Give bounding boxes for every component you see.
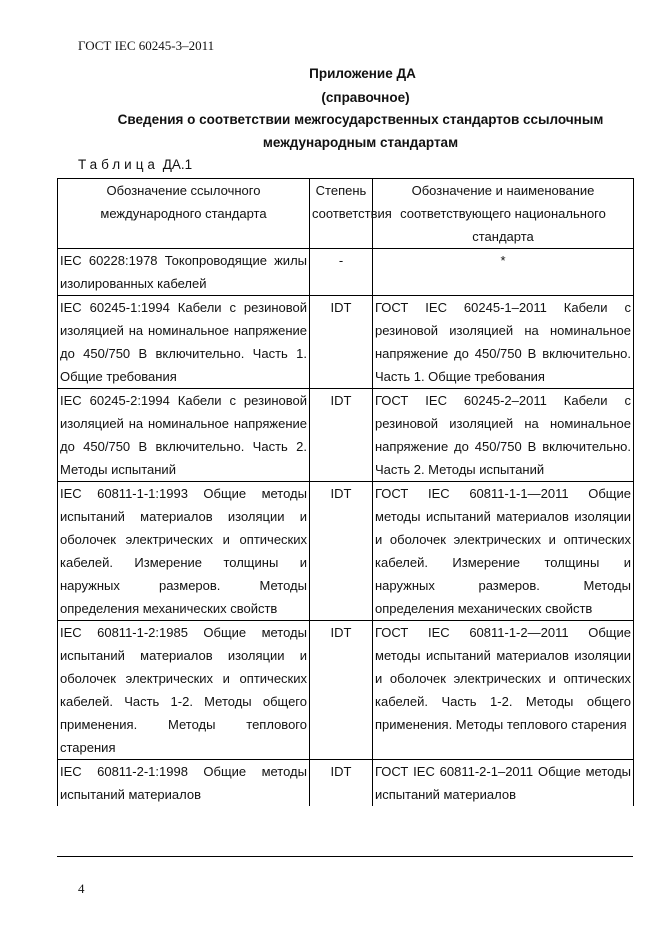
table-caption-prefix: Таблица [78, 157, 159, 172]
table-row [58, 621, 634, 760]
degree-cell: IDT [310, 389, 373, 482]
degree-cell: IDT [310, 760, 373, 807]
international-standard-cell: IEC 60228:1978 Токопроводящие жилы изолированных кабелей [58, 249, 310, 296]
appendix-title: Приложение ДА [309, 66, 416, 81]
appendix-heading-line-2: международным стандартам [262, 135, 459, 150]
national-standard-cell: ГОСТ IEC 60245-1–2011 Кабели с резиновой изоляцией на номинальное напряжение до 450/750 В включительно. Часть 1. Общие требования [373, 296, 634, 389]
degree-cell: IDT [310, 621, 373, 760]
international-standard-cell: IEC 60245-1:1994 Кабели с резиновой изоляцией на номинальное напряжение до 450/750 В включительно. Часть 1. Общие требования [58, 296, 310, 389]
table-caption-id: ДА.1 [162, 157, 193, 172]
column-header-degree: Степень соответствия [310, 179, 373, 249]
table-row [58, 760, 634, 807]
international-standard-cell: IEC 60245-2:1994 Кабели с резиновой изоляцией на номинальное напряжение до 450/750 В включительно. Часть 2. Методы испытаний [58, 389, 310, 482]
national-standard-cell: ГОСТ IEC 60811-1-2—2011 Общие методы испытаний материалов изоляции и оболочек электрических и оптических кабелей. Часть 1-2. Методы общего применения. Методы теплового старения [373, 621, 634, 760]
table-row [58, 296, 634, 389]
appendix-subtitle: (справочное) [321, 90, 410, 105]
table-caption [78, 157, 192, 172]
degree-cell: IDT [310, 296, 373, 389]
international-standard-cell: IEC 60811-1-2:1985 Общие методы испытаний материалов изоляции и оболочек электрических и оптических кабелей. Часть 1-2. Методы общего применения. Методы теплового старения [58, 621, 310, 760]
page-bottom-line [57, 856, 633, 857]
degree-cell: - [310, 249, 373, 296]
appendix-heading-line-1: Сведения о соответствии межгосударственных стандартов ссылочным [117, 112, 604, 127]
national-standard-cell: * [373, 249, 634, 296]
national-standard-cell: ГОСТ IEC 60245-2–2011 Кабели с резиновой изоляцией на номинальное напряжение до 450/750 В включительно. Часть 2. Методы испытаний [373, 389, 634, 482]
column-header-international: Обозначение ссылочного международного стандарта [58, 179, 310, 249]
national-standard-cell: ГОСТ IEC 60811-1-1—2011 Общие методы испытаний материалов изоляции и оболочек электрических и оптических кабелей. Измерение толщины и наружных размеров. Методы определения механических свойств [373, 482, 634, 621]
correspondence-table [57, 178, 634, 806]
table-header-row [58, 179, 634, 249]
table-row [58, 482, 634, 621]
international-standard-cell: IEC 60811-1-1:1993 Общие методы испытаний материалов изоляции и оболочек электрических и оптических кабелей. Измерение толщины и наружных размеров. Методы определения механических свойств [58, 482, 310, 621]
degree-cell: IDT [310, 482, 373, 621]
international-standard-cell: IEC 60811-2-1:1998 Общие методы испытаний материалов [58, 760, 310, 807]
table-row [58, 249, 634, 296]
column-header-national: Обозначение и наименование соответствующего национального стандарта [373, 179, 634, 249]
table-row [58, 389, 634, 482]
national-standard-cell: ГОСТ IEC 60811-2-1–2011 Общие методы испытаний материалов [373, 760, 634, 807]
document-code: ГОСТ IEC 60245-3–2011 [78, 38, 215, 53]
page-number: 4 [78, 881, 85, 896]
